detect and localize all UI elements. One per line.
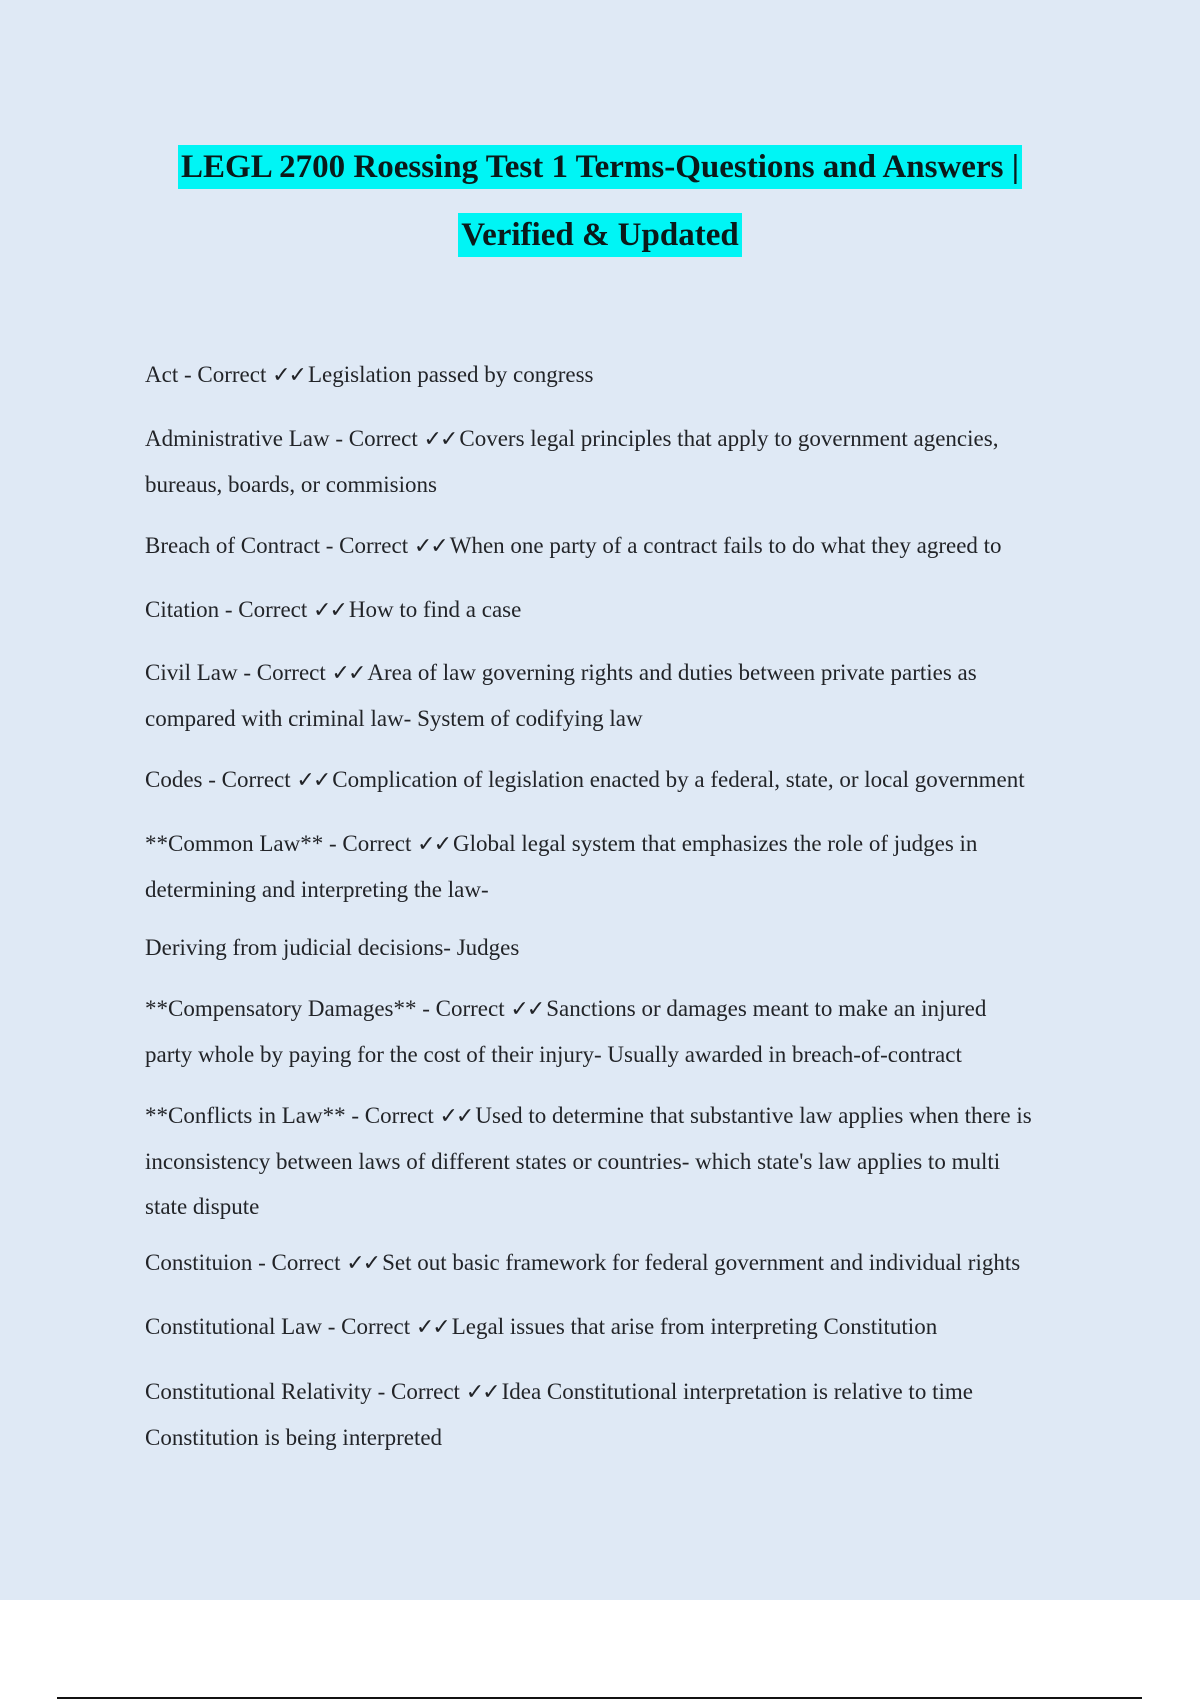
double-check-icon: ✓✓: [331, 661, 365, 686]
term-entry: [145, 1369, 1090, 1460]
term-entry-continued: [145, 925, 1090, 970]
term-definition: Covers legal principles that apply to government agencies,: [459, 426, 999, 451]
term-separator: - Correct: [321, 1314, 416, 1339]
document-title: [0, 136, 1200, 272]
term-definition: Used to determine that substantive law applies when there is: [475, 1103, 1032, 1128]
footer-divider: [57, 1697, 1142, 1699]
double-check-icon: ✓✓: [413, 534, 447, 559]
term-definition: When one party of a contract fails to do what they agreed to: [449, 533, 1002, 558]
term-entry: [145, 587, 1090, 633]
term-entry: [145, 650, 1090, 741]
double-check-icon: ✓✓: [272, 363, 305, 388]
term-separator: - Correct: [202, 767, 297, 792]
term-separator: - Correct: [178, 362, 273, 387]
term-definition: How to find a case: [348, 597, 522, 622]
double-check-icon: ✓✓: [510, 997, 544, 1022]
term-entry: [145, 986, 1090, 1077]
term-definition-continued: inconsistency between laws of different states or countries- which state's law applies to multi: [145, 1149, 1001, 1174]
term-definition: Legal issues that arise from interpreting Constitution: [451, 1314, 938, 1339]
double-check-icon: ✓✓: [346, 1251, 380, 1276]
term-name: Civil Law: [145, 660, 238, 685]
term-name: Constitutional Relativity: [145, 1379, 372, 1404]
term-entry: [145, 757, 1090, 803]
term-definition: Complication of legislation enacted by a federal, state, or local government: [332, 767, 1025, 792]
title-line-1: LEGL 2700 Roessing Test 1 Terms-Questions and Answers |: [178, 145, 1022, 189]
term-definition-continued: bureaus, boards, or commisions: [145, 472, 437, 497]
term-separator: - Correct: [371, 1379, 466, 1404]
term-entry: [145, 1240, 1090, 1286]
double-check-icon: ✓✓: [296, 768, 330, 793]
term-definition-continued: compared with criminal law- System of codifying law: [145, 706, 643, 731]
term-definition-continued: determining and interpreting the law-: [145, 877, 489, 902]
term-entry: [145, 416, 1090, 507]
term-name: Administrative Law: [145, 426, 330, 451]
term-separator: - Correct: [345, 1103, 440, 1128]
term-entry: [145, 523, 1090, 569]
term-name: **Conflicts in Law**: [145, 1103, 346, 1128]
term-definition-continued: state dispute: [145, 1194, 260, 1219]
term-separator: - Correct: [237, 660, 332, 685]
term-entry: [145, 821, 1090, 912]
term-name: Constituion: [145, 1250, 253, 1275]
term-definition: Global legal system that emphasizes the role of judges in: [453, 831, 978, 856]
double-check-icon: ✓✓: [415, 1315, 449, 1340]
term-definition-continued: Constitution is being interpreted: [145, 1425, 443, 1450]
term-name: Breach of Contract: [145, 533, 320, 558]
double-check-icon: ✓✓: [313, 598, 346, 623]
double-check-icon: ✓✓: [439, 1104, 473, 1129]
term-definition: Idea Constitutional interpretation is relative to time: [501, 1379, 973, 1404]
term-name: Codes: [145, 767, 203, 792]
term-separator: - Correct: [323, 831, 418, 856]
term-name: Citation: [145, 597, 220, 622]
term-separator: - Correct: [319, 533, 414, 558]
double-check-icon: ✓✓: [465, 1380, 499, 1405]
term-entry: [145, 1093, 1090, 1229]
term-name: **Common Law**: [145, 831, 324, 856]
term-definition-continued: Deriving from judicial decisions- Judges: [145, 935, 520, 960]
title-line-2: Verified & Updated: [458, 213, 741, 257]
term-entry: [145, 1304, 1090, 1350]
term-definition: Sanctions or damages meant to make an injured: [546, 996, 987, 1021]
term-separator: - Correct: [219, 597, 314, 622]
term-name: Constitutional Law: [145, 1314, 322, 1339]
term-separator: - Correct: [329, 426, 424, 451]
double-check-icon: ✓✓: [417, 832, 451, 857]
term-definition: Area of law governing rights and duties between private parties as: [367, 660, 977, 685]
term-definition: Set out basic framework for federal government and individual rights: [382, 1250, 1021, 1275]
double-check-icon: ✓✓: [423, 427, 457, 452]
term-name: **Compensatory Damages**: [145, 996, 417, 1021]
term-name: Act: [145, 362, 179, 387]
term-separator: - Correct: [252, 1250, 347, 1275]
term-definition: Legislation passed by congress: [307, 362, 594, 387]
term-separator: - Correct: [416, 996, 511, 1021]
term-definition-continued: party whole by paying for the cost of their injury- Usually awarded in breach-of-contract: [145, 1042, 962, 1067]
term-entry: [145, 352, 1090, 398]
